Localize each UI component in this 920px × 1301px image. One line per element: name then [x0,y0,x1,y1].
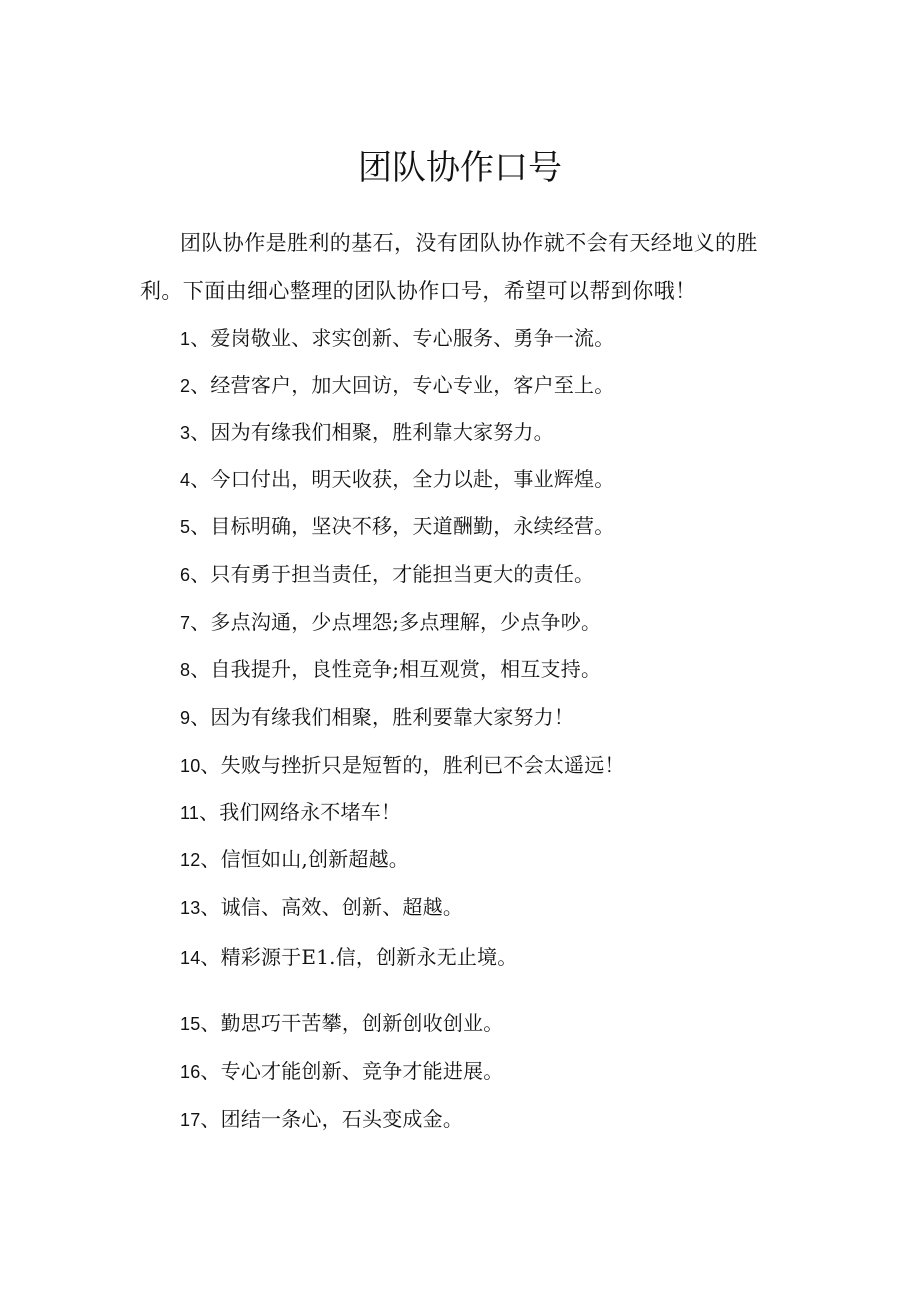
slogan-text: 、诚信、高效、创新、超越。 [200,895,464,919]
slogan-item [180,693,574,742]
slogan-text: 、信恒如山,创新超越。 [200,847,409,871]
document-title: 团队协作口号 [358,148,562,188]
slogan-number: 14 [180,948,201,968]
slogan-text: 、自我提升，良性竞争;相互观赏，相互支持。 [190,657,602,681]
slogan-item [180,788,401,837]
slogan-number: 3 [180,423,191,443]
slogan-number: 7 [180,613,191,633]
slogan-number: 8 [180,660,191,680]
slogan-text: 、勤思巧干苦攀，创新创收创业。 [200,1011,504,1035]
slogan-number: 12 [180,850,201,870]
slogan-number: 6 [180,565,191,585]
slogan-number: 15 [180,1014,201,1034]
slogan-item [180,933,518,982]
slogan-text: 、经营客户，加大回访，专心专业，客户至上。 [190,373,615,397]
slogan-item [180,645,601,694]
slogan-text: 、今口付出，明天收获，全力以赴，事业辉煌。 [190,467,615,491]
slogan-text: 、团结一条心，石头变成金。 [200,1107,464,1131]
slogan-number: 17 [180,1110,201,1130]
slogan-text: 、因为有缘我们相聚，胜利要靠大家努力！ [190,705,575,729]
slogan-number: 1 [180,329,191,349]
slogan-item [180,550,594,599]
slogan-text: 、因为有缘我们相聚，胜利靠大家努力。 [190,420,554,444]
slogan-number: 16 [180,1062,201,1082]
slogan-item [180,883,463,932]
slogan-item [180,361,614,410]
slogan-item [180,598,601,647]
slogan-item [180,314,614,363]
slogan-text: 、只有勇于担当责任，才能担当更大的责任。 [190,562,595,586]
slogan-text: 、目标明确，坚决不移，天道酬勤，永续经营。 [190,514,615,538]
slogan-number: 2 [180,376,191,396]
slogan-number: 4 [180,470,191,490]
slogan-text: 、多点沟通，少点埋怨;多点理解，少点争吵。 [190,610,602,634]
slogan-number: 5 [180,517,191,537]
slogan-text: 、爱岗敬业、求实创新、专心服务、勇争一流。 [190,326,615,350]
slogan-number: 13 [180,898,201,918]
slogan-item [180,999,503,1048]
slogan-text: 、专心才能创新、竞争才能进展。 [200,1059,504,1083]
slogan-text: 、我们网络永不堵车！ [199,800,402,824]
slogan-text: 、失败与挫折只是短暂的，胜利已不会太遥远！ [200,753,625,777]
intro-paragraph: 团队协作是胜利的基石，没有团队协作就不会有天经地义的胜利。下面由细心整理的团队协作口号，希望可以帮到你哦！ [140,231,758,303]
slogan-number: 9 [180,708,191,728]
slogan-item [180,1047,503,1096]
slogan-text: 、精彩源于E1.信，创新永无止境。 [200,945,518,969]
slogan-item [180,741,625,790]
slogan-item [180,408,554,457]
slogan-item [180,1095,463,1144]
slogan-item [180,835,409,884]
slogan-item [180,455,614,504]
slogan-number: 11 [180,803,200,823]
slogan-item [180,502,614,551]
slogan-number: 10 [180,756,201,776]
